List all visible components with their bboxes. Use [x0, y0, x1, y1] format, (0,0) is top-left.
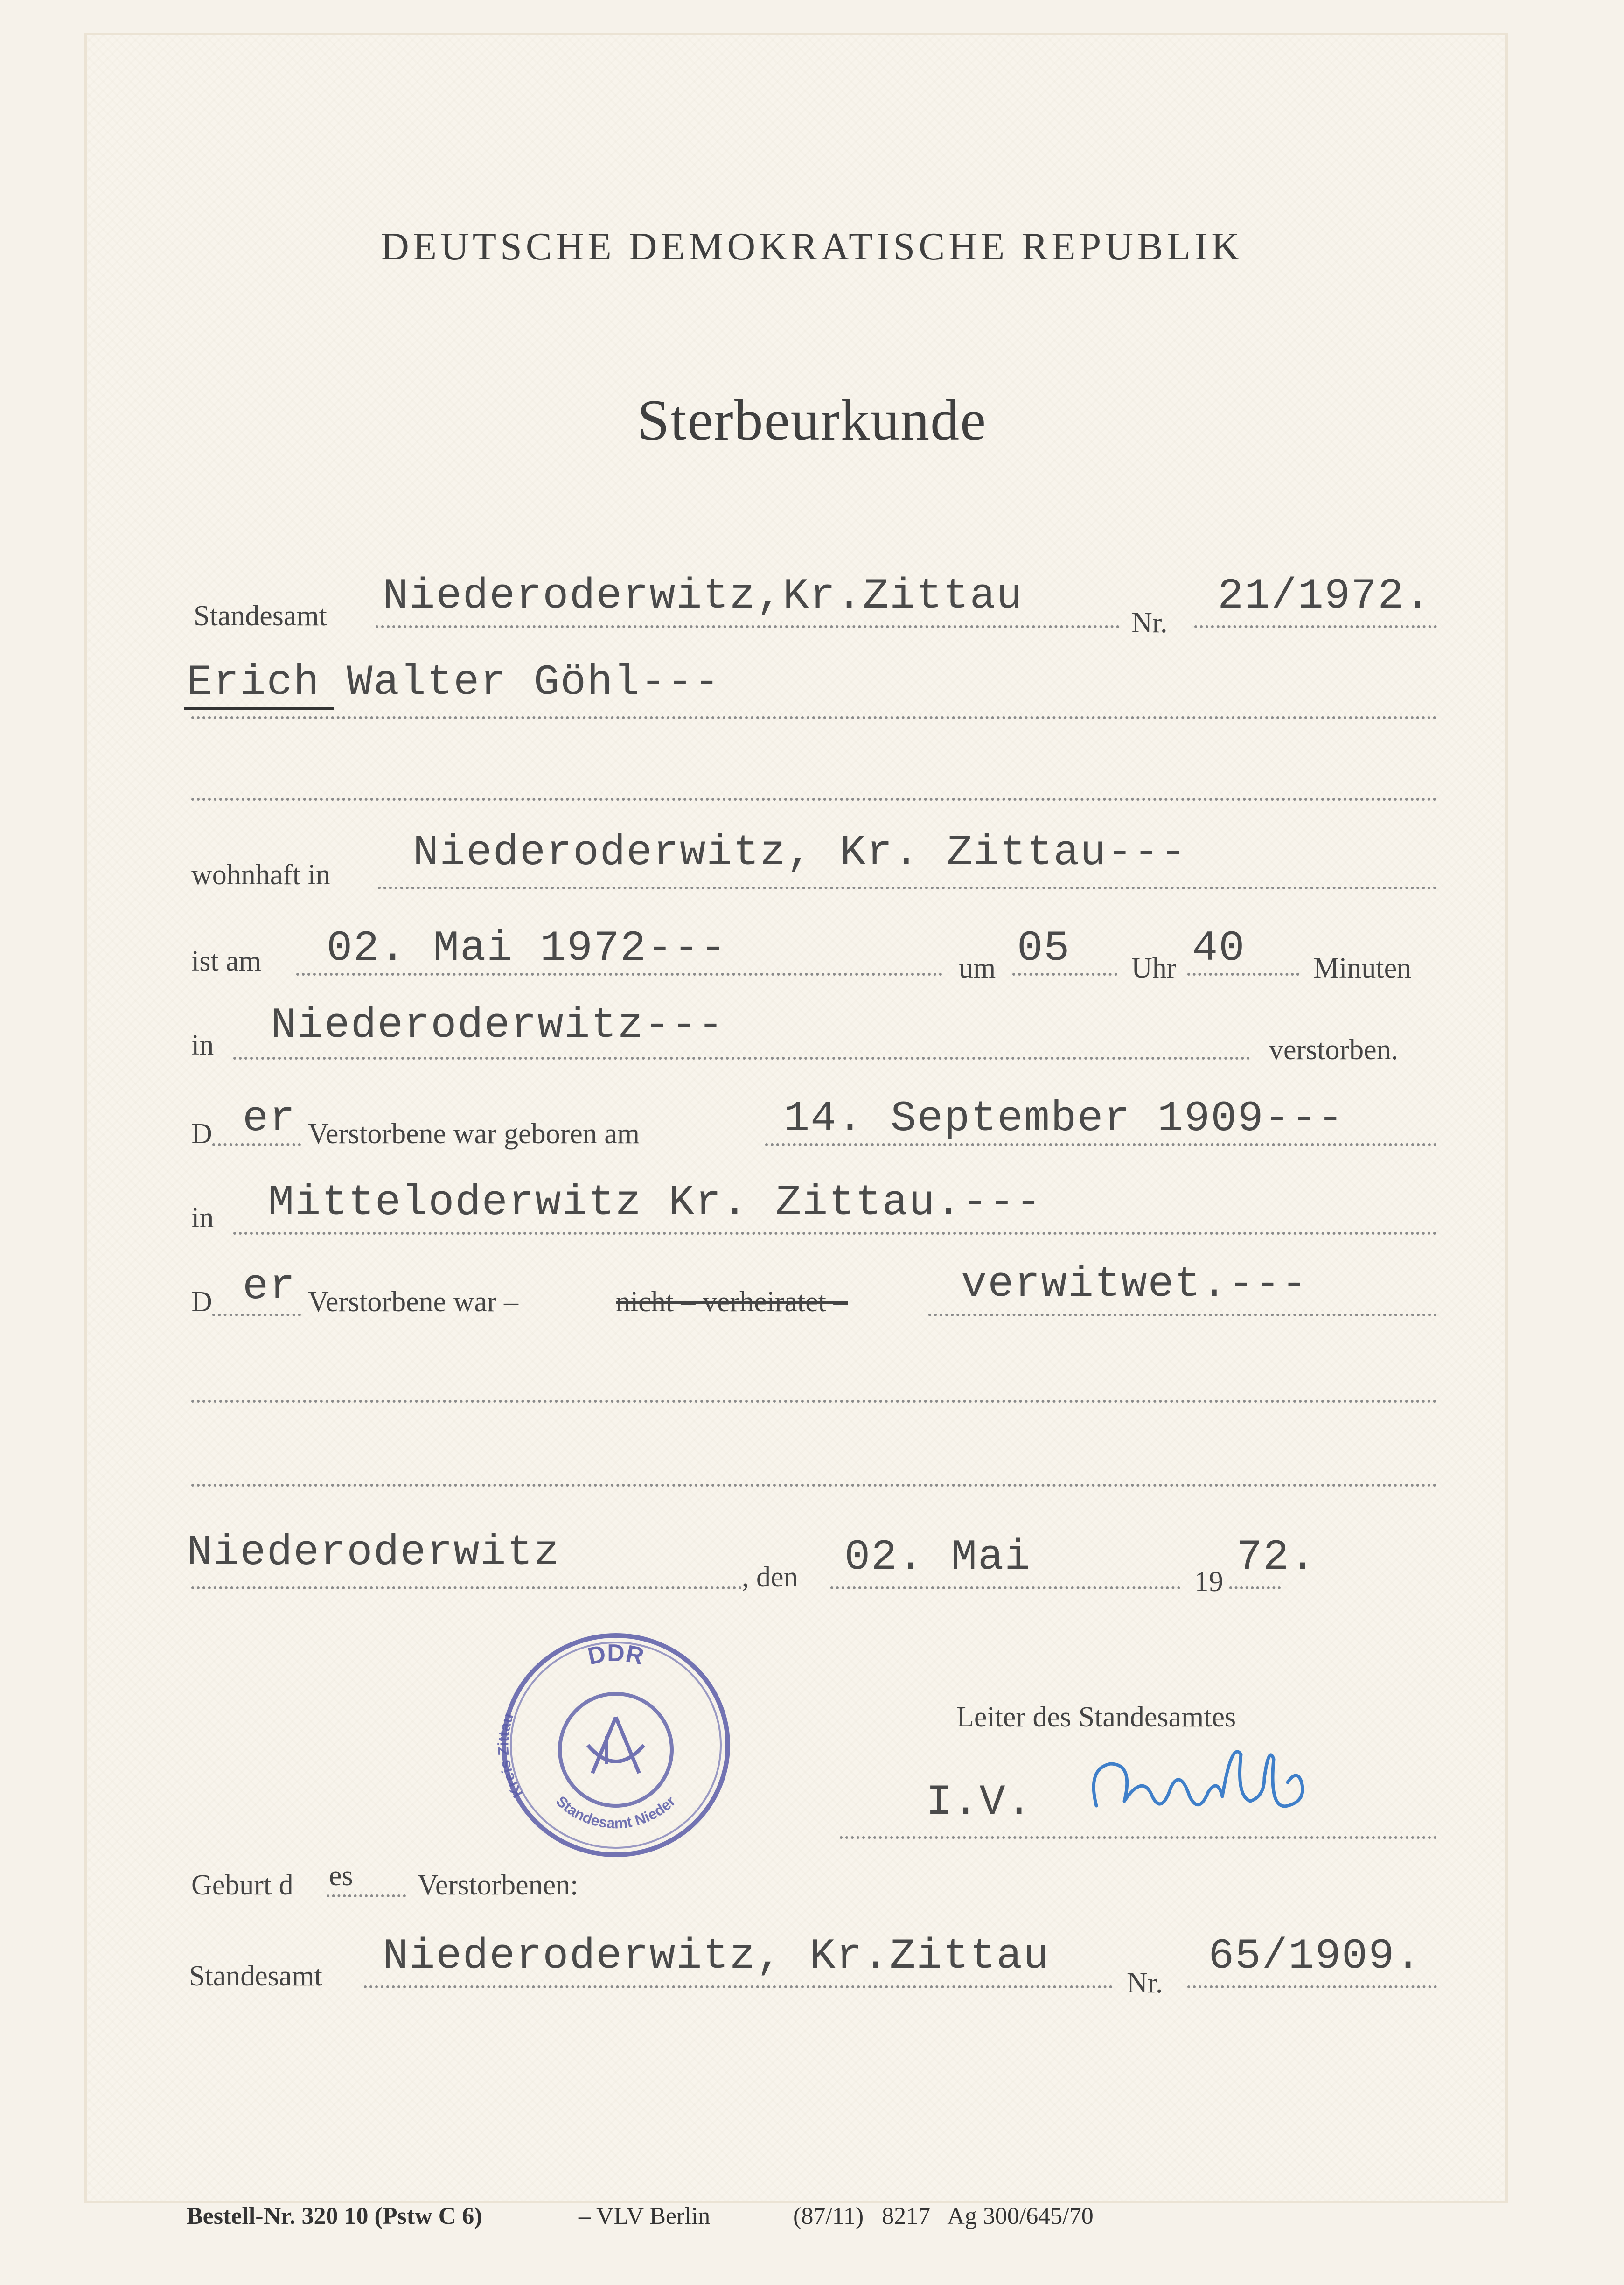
ddr-emblem-icon: [588, 1717, 644, 1773]
residence-label: wohnhaft in: [191, 859, 330, 891]
issue-place: Niederoderwitz: [187, 1528, 560, 1577]
dotted-line: [1187, 1985, 1437, 1988]
dotted-line: [376, 625, 1120, 628]
dotted-line: [296, 973, 942, 976]
signature-iv: I.V.: [926, 1778, 1033, 1827]
footer-codes: (87/11) 8217 Ag 300/645/70: [793, 2203, 1094, 2229]
time-label-uhr: Uhr: [1131, 952, 1177, 984]
handwritten-underline: [184, 707, 334, 710]
document-title: Sterbeurkunde: [637, 388, 987, 452]
dotted-line: [212, 1314, 301, 1316]
death-place: Niederoderwitz---: [271, 1001, 725, 1050]
dotted-line: [840, 1836, 1437, 1839]
dotted-line: [191, 1400, 1437, 1403]
birth-place-label: in: [191, 1202, 214, 1234]
death-hour: 05: [1017, 924, 1071, 973]
country-heading: DEUTSCHE DEMOKRATISCHE REPUBLIK: [381, 225, 1243, 268]
birth-gender-suffix: er: [243, 1094, 296, 1143]
marital-prefix: D: [191, 1286, 212, 1318]
dotted-line: [364, 1985, 1113, 1988]
dotted-line: [928, 1314, 1437, 1316]
issue-year: 72.: [1236, 1533, 1317, 1582]
birth-registry-office: Niederoderwitz, Kr.Zittau: [383, 1932, 1050, 1981]
dotted-line: [191, 798, 1437, 801]
time-label-minuten: Minuten: [1313, 952, 1412, 984]
registry-office: Niederoderwitz,Kr.Zittau: [383, 572, 1024, 621]
svg-text:DDR: [585, 1640, 646, 1670]
stamp-bottom-text: Standesamt Nieder: [553, 1792, 679, 1832]
death-minute: 40: [1192, 924, 1246, 973]
issue-date: 02. Mai: [844, 1533, 1032, 1582]
marital-status: verwitwet.---: [961, 1260, 1308, 1309]
birth-registry-label-a: Geburt d: [191, 1869, 293, 1901]
footer-publisher: – VLV Berlin: [579, 2203, 711, 2229]
dotted-line: [830, 1586, 1180, 1589]
dotted-line: [1012, 973, 1117, 976]
deceased-name: Erich Walter Göhl---: [187, 658, 721, 707]
dotted-line: [233, 1232, 1437, 1235]
birth-date: 14. September 1909---: [784, 1094, 1345, 1143]
birth-registry-label-b: Verstorbenen:: [418, 1869, 579, 1901]
dotted-line: [191, 1484, 1437, 1487]
dotted-line: [191, 1586, 742, 1589]
birth-registry-nr-label: Nr.: [1127, 1967, 1163, 1999]
marital-struck-text: nicht – verheiratet –: [616, 1286, 848, 1318]
stamp-top-text: DDR: [585, 1640, 647, 1670]
issue-year-prefix: 19: [1194, 1566, 1223, 1598]
svg-text:Kreis Zittau: [495, 1711, 526, 1801]
birth-label: Verstorbene war geboren am: [308, 1118, 640, 1150]
handwritten-signature: [1082, 1726, 1325, 1838]
registry-label: Standesamt: [194, 600, 327, 632]
registry-nr: 21/1972.: [1218, 572, 1431, 621]
dotted-line: [1187, 973, 1299, 976]
birth-place: Mitteloderwitz Kr. Zittau.---: [268, 1178, 1043, 1227]
signature-title: Leiter des Standesamtes: [956, 1701, 1236, 1733]
birth-registry-office-label: Standesamt: [189, 1960, 322, 1992]
residence-value: Niederoderwitz, Kr. Zittau---: [413, 828, 1187, 877]
marital-label: Verstorbene war –: [308, 1286, 519, 1318]
birth-prefix: D: [191, 1118, 212, 1150]
footer-order-number: Bestell-Nr. 320 10 (Pstw C 6): [187, 2203, 482, 2229]
time-label-um: um: [959, 952, 996, 984]
dotted-line: [233, 1057, 1250, 1060]
death-place-label: in: [191, 1029, 214, 1061]
death-date-label: ist am: [191, 945, 261, 977]
death-verb: verstorben.: [1269, 1034, 1399, 1066]
stamp-left-text: Kreis Zittau: [495, 1711, 526, 1801]
dotted-line: [327, 1894, 406, 1897]
official-stamp: [495, 1624, 737, 1866]
registry-nr-label: Nr.: [1131, 607, 1168, 639]
dotted-line: [378, 887, 1437, 889]
dotted-line: [765, 1143, 1437, 1146]
dotted-line: [212, 1143, 301, 1146]
dotted-line: [1229, 1586, 1281, 1589]
marital-gender-suffix: er: [243, 1262, 296, 1311]
issue-den-label: , den: [742, 1561, 798, 1593]
birth-registry-nr: 65/1909.: [1208, 1932, 1422, 1981]
birth-registry-gender-suffix: es: [329, 1860, 353, 1892]
dotted-line: [191, 716, 1437, 719]
dotted-line: [1194, 625, 1437, 628]
death-date: 02. Mai 1972---: [327, 924, 727, 973]
svg-text:Standesamt Nieder: [553, 1793, 679, 1832]
